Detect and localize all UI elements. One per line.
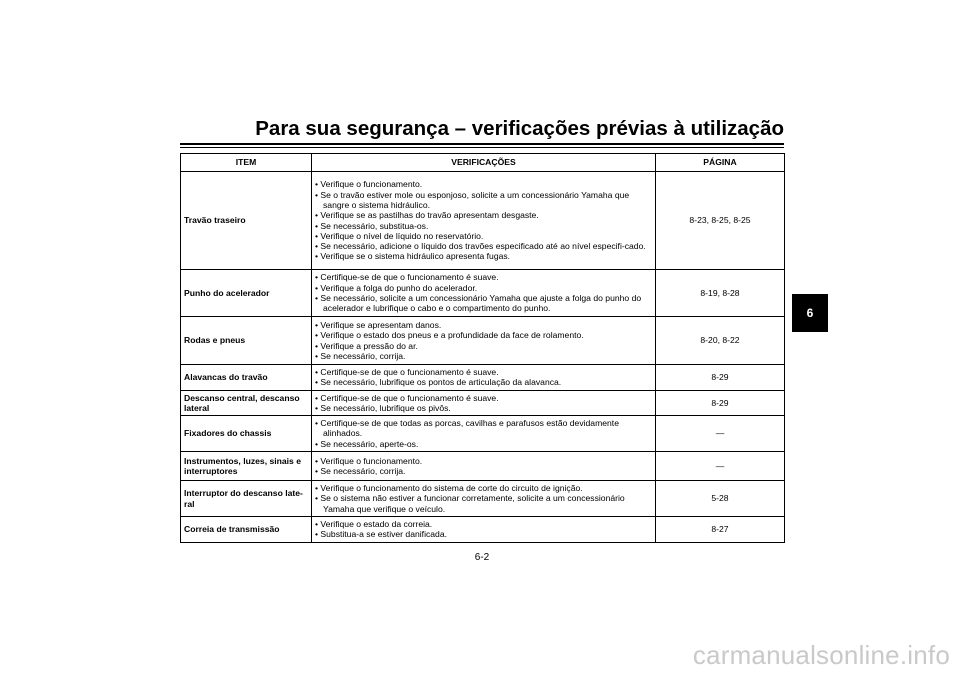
checks-cell — [312, 365, 656, 391]
check-item: • Certifique-se de que o funcionamento é suave. — [315, 272, 652, 282]
checks-list — [315, 519, 652, 540]
table-header-row — [181, 154, 785, 172]
page-ref-cell: — — [656, 452, 785, 481]
checks-cell — [312, 270, 656, 317]
check-item: • Se necessário, corrija. — [315, 351, 652, 361]
checks-list — [315, 418, 652, 449]
item-cell: Rodas e pneus — [181, 317, 312, 365]
check-item: • Se necessário, corrija. — [315, 466, 652, 476]
check-item: • Verifique se o sistema hidráulico apresenta fugas. — [315, 251, 652, 261]
table-row — [181, 481, 785, 517]
checks-cell — [312, 416, 656, 452]
item-cell: Fixadores do chassis — [181, 416, 312, 452]
checks-list — [315, 179, 652, 261]
page-title: Para sua segurança – verificações prévias à utilização — [255, 117, 784, 140]
table-row — [181, 452, 785, 481]
checks-cell — [312, 390, 656, 416]
checks-list — [315, 320, 652, 361]
check-item: • Verifique o estado da correia. — [315, 519, 652, 529]
check-item: • Verifique o funcionamento. — [315, 179, 652, 189]
page-ref-cell: 8-29 — [656, 390, 785, 416]
item-cell: Correia de transmissão — [181, 516, 312, 542]
title-rule — [180, 143, 784, 145]
checks-cell — [312, 172, 656, 270]
check-item: • Se necessário, adicione o líquido dos travões especificado até ao nível especifi-cado. — [315, 241, 652, 251]
checks-list — [315, 483, 652, 514]
check-item: • Verifique o nível de líquido no reservatório. — [315, 231, 652, 241]
item-cell: Descanso central, descanso lateral — [181, 390, 312, 416]
table-body — [181, 172, 785, 543]
item-cell: Interruptor do descanso late-ral — [181, 481, 312, 517]
table-row — [181, 390, 785, 416]
check-item: • Se necessário, substitua-os. — [315, 221, 652, 231]
checks-cell — [312, 481, 656, 517]
table-row — [181, 365, 785, 391]
check-item: • Certifique-se de que o funcionamento é suave. — [315, 367, 652, 377]
table-row — [181, 270, 785, 317]
check-item: • Verifique o funcionamento. — [315, 456, 652, 466]
page-ref-cell: 8-29 — [656, 365, 785, 391]
check-item: • Verifique se apresentam danos. — [315, 320, 652, 330]
watermark: carmanualsonline.info — [692, 640, 950, 670]
check-item: • Certifique-se de que o funcionamento é suave. — [315, 393, 652, 403]
column-header-page: PÁGINA — [656, 154, 785, 172]
check-item: • Substitua-a se estiver danificada. — [315, 529, 652, 539]
page-ref-cell: 8-23, 8-25, 8-25 — [656, 172, 785, 270]
check-item: • Verifique a folga do punho do acelerador. — [315, 283, 652, 293]
table-row — [181, 172, 785, 270]
checks-list — [315, 393, 652, 414]
page-ref-cell: 5-28 — [656, 481, 785, 517]
item-cell: Punho do acelerador — [181, 270, 312, 317]
table-row — [181, 516, 785, 542]
check-item: • Certifique-se de que todas as porcas, cavilhas e parafusos estão devidamente alinhados. — [315, 418, 652, 439]
checks-list — [315, 456, 652, 477]
column-header-item: ITEM — [181, 154, 312, 172]
checks-cell — [312, 317, 656, 365]
checks-list — [315, 272, 652, 313]
check-item: • Se necessário, solicite a um concessionário Yamaha que ajuste a folga do punho do acelerador e lubrifique o cabo e o compartimento do punho. — [315, 293, 652, 314]
checks-cell — [312, 516, 656, 542]
checks-list — [315, 367, 652, 388]
check-item: • Se o travão estiver mole ou esponjoso, solicite a um concessionário Yamaha que sangre o sistema hidráulico. — [315, 190, 652, 211]
check-item: • Se necessário, lubrifique os pontos de articulação da alavanca. — [315, 377, 652, 387]
chapter-tab: 6 — [792, 294, 828, 332]
page-ref-cell: — — [656, 416, 785, 452]
table-row — [181, 317, 785, 365]
pre-operation-checklist-table — [180, 153, 785, 543]
check-item: • Verifique o estado dos pneus e a profundidade da face de rolamento. — [315, 330, 652, 340]
table-row — [181, 416, 785, 452]
column-header-checks: VERIFICAÇÕES — [312, 154, 656, 172]
page-ref-cell: 8-27 — [656, 516, 785, 542]
check-item: • Se necessário, lubrifique os pivôs. — [315, 403, 652, 413]
check-item: • Verifique a pressão do ar. — [315, 341, 652, 351]
item-cell: Instrumentos, luzes, sinais e interruptores — [181, 452, 312, 481]
check-item: • Se necessário, aperte-os. — [315, 439, 652, 449]
page-number: 6-2 — [474, 552, 490, 563]
page-ref-cell: 8-19, 8-28 — [656, 270, 785, 317]
title-rule-thin — [180, 147, 784, 148]
check-item: • Verifique o funcionamento do sistema de corte do circuito de ignição. — [315, 483, 652, 493]
check-item: • Se o sistema não estiver a funcionar corretamente, solicite a um concessionário Yamaha que verifique o veículo. — [315, 493, 652, 514]
check-item: • Verifique se as pastilhas do travão apresentam desgaste. — [315, 210, 652, 220]
page-ref-cell: 8-20, 8-22 — [656, 317, 785, 365]
checks-cell — [312, 452, 656, 481]
item-cell: Alavancas do travão — [181, 365, 312, 391]
item-cell: Travão traseiro — [181, 172, 312, 270]
